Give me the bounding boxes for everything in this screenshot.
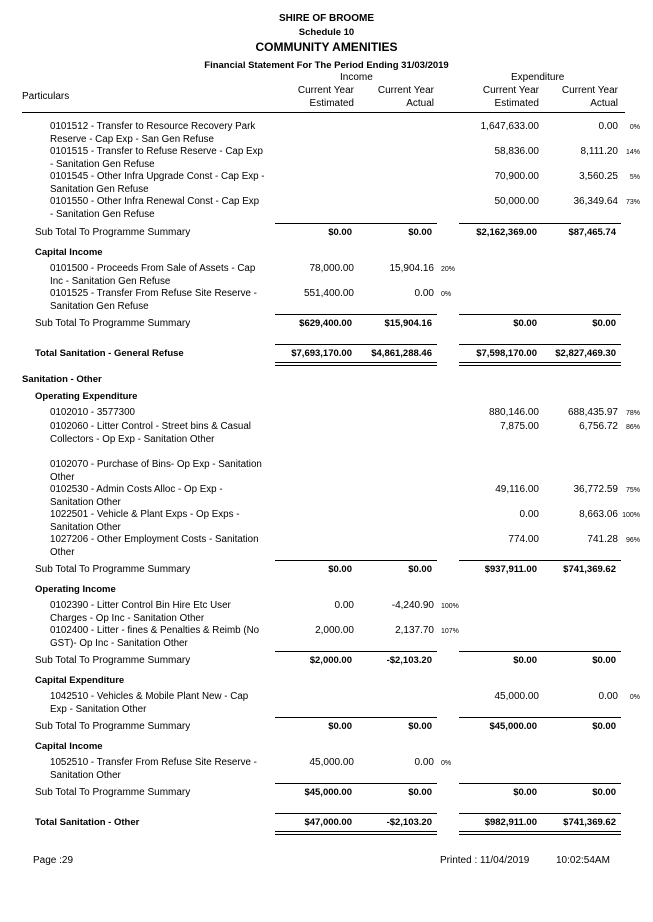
- col-income-actual-l1: Current Year: [377, 85, 434, 96]
- col-exp-actual-l1: Current Year: [561, 85, 618, 96]
- line-item-description: 1052510 - Transfer From Refuse Site Reserve - Sanitation Other: [50, 757, 257, 781]
- subtotal-expenditure-estimated: $937,911.00: [484, 564, 537, 575]
- col-exp-actual-l2: Actual: [590, 98, 618, 109]
- section-heading: Sanitation - Other: [22, 374, 102, 385]
- subtotal-income-estimated: $0.00: [328, 564, 352, 575]
- total-label: Total Sanitation - General Refuse: [35, 348, 184, 359]
- total-income-estimated: $7,693,170.00: [291, 348, 352, 359]
- line-item-expenditure-estimated: 58,836.00: [494, 146, 539, 157]
- line-item-description: 0102010 - 3577300: [50, 407, 135, 418]
- subtotal-expenditure-estimated: $0.00: [513, 787, 537, 798]
- line-item-income-estimated: 0.00: [334, 600, 354, 611]
- line-item-income-percent: 100%: [441, 603, 459, 610]
- line-item-expenditure-actual: 36,349.64: [573, 196, 618, 207]
- col-exp-estimated-l1: Current Year: [482, 85, 539, 96]
- group-heading: Capital Income: [35, 247, 103, 258]
- subtotal-expenditure-actual: $0.00: [592, 318, 616, 329]
- printed-time: 10:02:54AM: [556, 855, 610, 866]
- subtotal-income-actual: $15,904.16: [384, 318, 432, 329]
- line-item-description: 0101545 - Other Infra Upgrade Const - Cap Exp - Sanitation Gen Refuse: [50, 171, 265, 195]
- subtotal-rule-expenditure: [459, 344, 621, 345]
- subtotal-income-estimated: $45,000.00: [304, 787, 352, 798]
- line-item-income-estimated: 2,000.00: [315, 625, 354, 636]
- line-item-income-actual: 0.00: [414, 288, 434, 299]
- line-item-expenditure-estimated: 0.00: [519, 509, 539, 520]
- line-item-income-actual: 15,904.16: [389, 263, 434, 274]
- line-item-description: 0101550 - Other Infra Renewal Const - Cap Exp - Sanitation Gen Refuse: [50, 196, 260, 220]
- col-exp-actual: [528, 84, 618, 110]
- line-item-income-estimated: 78,000.00: [309, 263, 354, 274]
- subtotal-label: Sub Total To Programme Summary: [35, 318, 191, 329]
- subtotal-rule-income: [275, 344, 437, 345]
- line-item-description: 1027206 - Other Employment Costs - Sanitation Other: [50, 534, 259, 558]
- subtotal-expenditure-estimated: $45,000.00: [489, 721, 537, 732]
- col-expenditure: Expenditure: [511, 72, 565, 83]
- subtotal-rule-income: [275, 651, 437, 652]
- line-item-income-estimated: 551,400.00: [303, 288, 354, 299]
- line-item-income-percent: 20%: [441, 266, 456, 273]
- col-income-estimated: [264, 84, 354, 110]
- subtotal-income-estimated: $0.00: [328, 721, 352, 732]
- total-expenditure-estimated: $7,598,170.00: [476, 348, 537, 359]
- line-item-expenditure-actual: 688,435.97: [567, 407, 618, 418]
- subtotal-income-actual: $0.00: [408, 787, 432, 798]
- line-item-expenditure-actual: 3,560.25: [579, 171, 618, 182]
- line-item-expenditure-estimated: 50,000.00: [494, 196, 539, 207]
- org-name: SHIRE OF BROOME: [278, 13, 374, 24]
- col-income: Income: [340, 72, 373, 83]
- line-item-income-actual: -4,240.90: [391, 600, 434, 611]
- subtotal-rule-expenditure: [459, 314, 621, 315]
- line-item-expenditure-actual: 0.00: [598, 691, 618, 702]
- col-particulars: Particulars: [22, 91, 70, 102]
- total-underline-income: [275, 831, 437, 835]
- line-item-expenditure-percent: 0%: [629, 124, 640, 131]
- subtotal-rule-income: [275, 314, 437, 315]
- line-item-expenditure-estimated: 774.00: [508, 534, 539, 545]
- line-item-expenditure-percent: 14%: [625, 149, 640, 156]
- line-item-expenditure-percent: 86%: [625, 424, 640, 431]
- line-item-description: 0102390 - Litter Control Bin Hire Etc User Charges - Op Inc - Sanitation Other: [50, 600, 231, 624]
- col-income-estimated-l1: Current Year: [297, 85, 354, 96]
- col-income-actual-l2: Actual: [406, 98, 434, 109]
- line-item-expenditure-estimated: 1,647,633.00: [480, 121, 539, 132]
- subtotal-rule-income: [275, 717, 437, 718]
- subtotal-expenditure-actual: $741,369.62: [563, 564, 616, 575]
- line-item-description: 0102060 - Litter Control - Street bins & Casual Collectors - Op Exp - Sanitation Other: [50, 421, 251, 445]
- subtotal-label: Sub Total To Programme Summary: [35, 787, 191, 798]
- total-income-actual: -$2,103.20: [386, 817, 432, 828]
- subtotal-rule-expenditure: [459, 651, 621, 652]
- line-item-income-percent: 0%: [441, 760, 452, 767]
- subtotal-expenditure-estimated: $0.00: [513, 655, 537, 666]
- line-item-expenditure-percent: 73%: [625, 199, 640, 206]
- subtotal-expenditure-actual: $0.00: [592, 787, 616, 798]
- subtotal-income-estimated: $629,400.00: [299, 318, 352, 329]
- printed-date: Printed : 11/04/2019: [440, 855, 530, 866]
- subtotal-income-estimated: $0.00: [328, 227, 352, 238]
- subtotal-income-actual: $0.00: [408, 721, 432, 732]
- col-exp-estimated-l2: Estimated: [494, 98, 539, 109]
- group-heading: Capital Income: [35, 741, 103, 752]
- line-item-description: 1022501 - Vehicle & Plant Exps - Op Exps - Sanitation Other: [50, 509, 240, 533]
- group-heading: Operating Expenditure: [35, 391, 138, 402]
- subtotal-income-actual: $0.00: [408, 227, 432, 238]
- total-expenditure-actual: $2,827,469.30: [555, 348, 616, 359]
- subtotal-expenditure-estimated: $2,162,369.00: [476, 227, 537, 238]
- line-item-income-actual: 2,137.70: [395, 625, 434, 636]
- subtotal-rule-expenditure: [459, 717, 621, 718]
- line-item-income-actual: 0.00: [414, 757, 434, 768]
- subtotal-label: Sub Total To Programme Summary: [35, 721, 191, 732]
- line-item-description: 0101500 - Proceeds From Sale of Assets - Cap Inc - Sanitation Gen Refuse: [50, 263, 256, 287]
- subtotal-rule-income: [275, 223, 437, 224]
- line-item-income-estimated: 45,000.00: [309, 757, 354, 768]
- report-title: COMMUNITY AMENITIES: [255, 40, 398, 54]
- line-item-expenditure-estimated: 49,116.00: [495, 484, 539, 495]
- line-item-expenditure-percent: 0%: [629, 694, 640, 701]
- line-item-income-percent: 0%: [441, 291, 452, 298]
- line-item-description: 0101525 - Transfer From Refuse Site Reserve - Sanitation Gen Refuse: [50, 288, 257, 312]
- line-item-expenditure-actual: 741.28: [587, 534, 618, 545]
- subtotal-rule-expenditure: [459, 560, 621, 561]
- line-item-description: 0102070 - Purchase of Bins- Op Exp - Sanitation Other: [50, 459, 262, 483]
- group-heading: Operating Income: [35, 584, 116, 595]
- line-item-expenditure-percent: 78%: [625, 410, 640, 417]
- line-item-income-percent: 107%: [441, 628, 459, 635]
- line-item-expenditure-actual: 36,772.59: [573, 484, 618, 495]
- line-item-expenditure-estimated: 880,146.00: [488, 407, 539, 418]
- line-item-expenditure-actual: 8,663.06: [579, 509, 618, 520]
- subtotal-income-actual: -$2,103.20: [386, 655, 432, 666]
- line-item-description: 0102400 - Litter - fines & Penalties & Reimb (No GST)- Op Inc - Sanitation Other: [50, 625, 260, 649]
- schedule-label: Schedule 10: [298, 27, 355, 38]
- total-underline-income: [275, 362, 437, 366]
- line-item-expenditure-estimated: 7,875.00: [500, 421, 539, 432]
- line-item-expenditure-estimated: 45,000.00: [494, 691, 539, 702]
- line-item-expenditure-percent: 96%: [625, 537, 640, 544]
- subtotal-rule-expenditure: [459, 223, 621, 224]
- subtotal-expenditure-actual: $0.00: [592, 655, 616, 666]
- line-item-description: 0101512 - Transfer to Resource Recovery Park Reserve - Cap Exp - San Gen Refuse: [50, 121, 256, 145]
- col-exp-estimated: [449, 84, 539, 110]
- line-item-expenditure-percent: 75%: [625, 487, 640, 494]
- total-underline-expenditure: [459, 831, 621, 835]
- report-subtitle: Financial Statement For The Period Ending 31/03/2019: [204, 60, 449, 71]
- line-item-expenditure-estimated: 70,900.00: [494, 171, 539, 182]
- line-item-description: 1042510 - Vehicles & Mobile Plant New - Cap Exp - Sanitation Other: [50, 691, 249, 715]
- group-heading: Capital Expenditure: [35, 675, 125, 686]
- total-expenditure-actual: $741,369.62: [563, 817, 616, 828]
- header-rule: [22, 112, 625, 113]
- subtotal-expenditure-actual: $87,465.74: [568, 227, 616, 238]
- line-item-expenditure-actual: 6,756.72: [579, 421, 618, 432]
- total-income-estimated: $47,000.00: [304, 817, 352, 828]
- subtotal-rule-income: [275, 813, 437, 814]
- total-income-actual: $4,861,288.46: [371, 348, 432, 359]
- total-underline-expenditure: [459, 362, 621, 366]
- page-number: Page :29: [33, 855, 74, 866]
- col-income-estimated-l2: Estimated: [309, 98, 354, 109]
- subtotal-rule-income: [275, 560, 437, 561]
- subtotal-income-actual: $0.00: [408, 564, 432, 575]
- subtotal-expenditure-estimated: $0.00: [513, 318, 537, 329]
- subtotal-label: Sub Total To Programme Summary: [35, 227, 191, 238]
- col-income-actual: [344, 84, 434, 110]
- subtotal-rule-expenditure: [459, 813, 621, 814]
- subtotal-label: Sub Total To Programme Summary: [35, 655, 191, 666]
- line-item-expenditure-actual: 8,111.20: [580, 146, 618, 157]
- subtotal-income-estimated: $2,000.00: [309, 655, 352, 666]
- line-item-expenditure-actual: 0.00: [598, 121, 618, 132]
- subtotal-rule-expenditure: [459, 783, 621, 784]
- total-label: Total Sanitation - Other: [35, 817, 140, 828]
- subtotal-expenditure-actual: $0.00: [592, 721, 616, 732]
- line-item-expenditure-percent: 5%: [629, 174, 640, 181]
- subtotal-label: Sub Total To Programme Summary: [35, 564, 191, 575]
- line-item-description: 0102530 - Admin Costs Alloc - Op Exp - Sanitation Other: [50, 484, 223, 508]
- line-item-description: 0101515 - Transfer to Refuse Reserve - Cap Exp - Sanitation Gen Refuse: [50, 146, 263, 170]
- total-expenditure-estimated: $982,911.00: [484, 817, 537, 828]
- subtotal-rule-income: [275, 783, 437, 784]
- line-item-expenditure-percent: 100%: [622, 512, 640, 519]
